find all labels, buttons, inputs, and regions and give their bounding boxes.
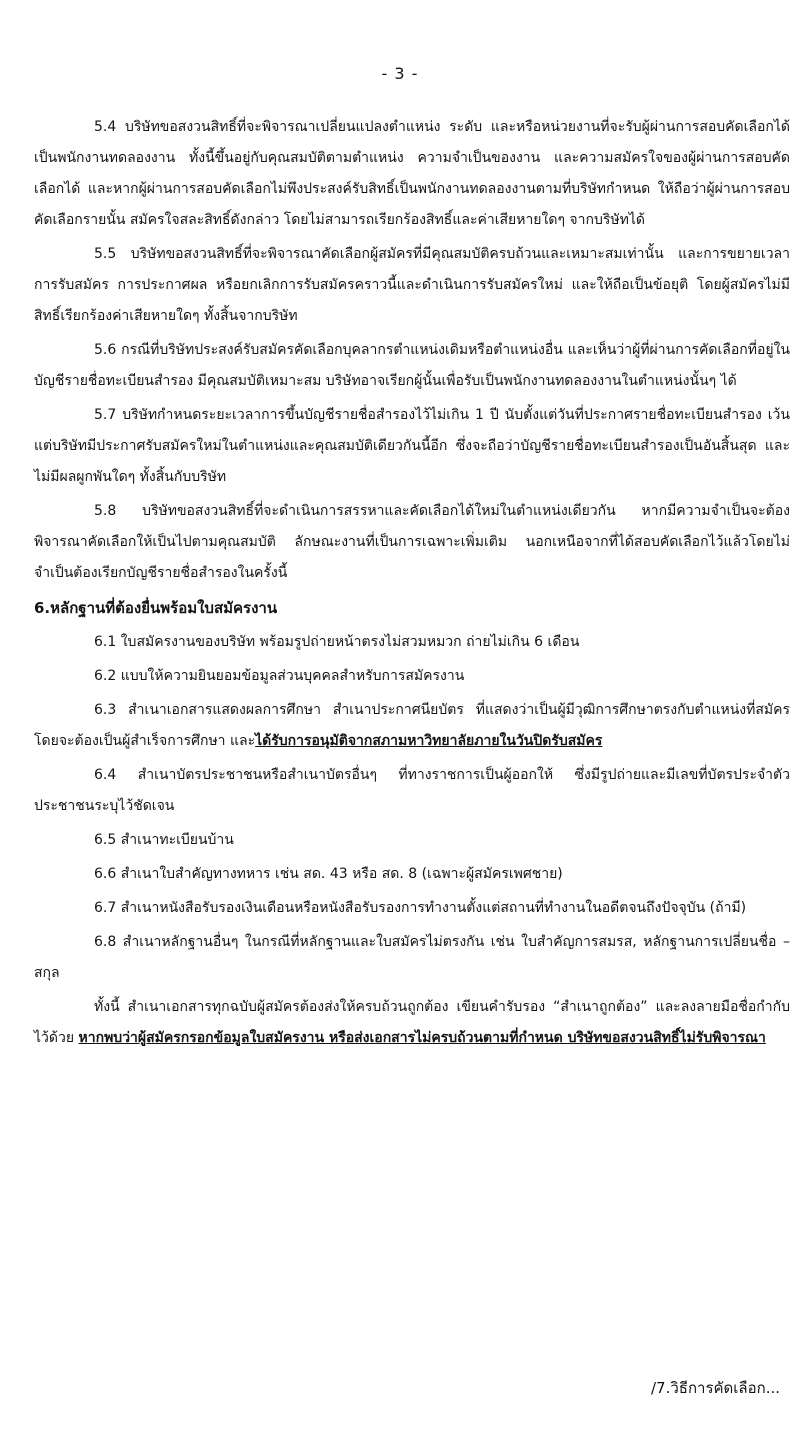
clause-6-7: 6.7 สำเนาหนังสือรับรองเงินเดือนหรือหนังสือรับรองการทำงานตั้งแต่สถานที่ทำงานในอดีตจนถึงปัจจุบัน (ถ้ามี) xyxy=(94,900,747,916)
clause-6-1: 6.1 ใบสมัครงานของบริษัท พร้อมรูปถ่ายหน้าตรงไม่สวมหมวก ถ่ายไม่เกิน 6 เดือน xyxy=(94,634,580,650)
clause-5-7: 5.7 บริษัทกำหนดระยะเวลาการขึ้นบัญชีรายชื่อสำรองไว้ไม่เกิน 1 ปี นับตั้งแต่วันที่ประกาศรายชื่อทะเบียนสำรอง เว้นแต่บริษัทมีประกาศรับสมัครใหม่ในตำแหน่งและคุณสมบัติเดียวกันนี้อีก ซึ่งจะถือว่าบัญชีรายชื่อทะเบียนสำรองเป็นอันสิ้นสุด และไม่มีผลผูกพันใดๆ ทั้งสิ้นกับบริษัท xyxy=(34,407,790,485)
clause-6-5: 6.5 สำเนาทะเบียนบ้าน xyxy=(94,832,234,848)
clause-6-2: 6.2 แบบให้ความยินยอมข้อมูลส่วนบุคคลสำหรับการสมัครงาน xyxy=(94,668,465,684)
clause-6-3 xyxy=(34,695,790,757)
note-emphasis: หากพบว่าผู้สมัครกรอกข้อมูลใบสมัครงาน หรือส่งเอกสารไม่ครบถ้วนตามที่กำหนด บริษัทขอสงวนสิทธิ์ไม่รับพิจารณา xyxy=(78,1030,766,1046)
document-body xyxy=(34,112,790,1057)
clause-5-6: 5.6 กรณีที่บริษัทประสงค์รับสมัครคัดเลือกบุคลากรตำแหน่งเดิมหรือตำแหน่งอื่น และเห็นว่าผู้ที่ผ่านการคัดเลือกที่อยู่ในบัญชีรายชื่อทะเบียนสำรอง มีคุณสมบัติเหมาะสม บริษัทอาจเรียกผู้นั้นเพื่อรับเป็นพนักงานทดลองงานในตำแหน่งนั้นๆ ได้ xyxy=(34,342,790,389)
clause-5-5: 5.5 บริษัทขอสงวนสิทธิ์ที่จะพิจารณาคัดเลือกผู้สมัครที่มีคุณสมบัติครบถ้วนและเหมาะสมเท่านั้น และการขยายเวลาการรับสมัคร การประกาศผล หรือยกเลิกการรับสมัครคราวนี้และดำเนินการรับสมัครใหม่ และให้ถือเป็นข้อยุติ โดยผู้สมัครไม่มีสิทธิ์เรียกร้องค่าเสียหายใดๆ ทั้งสิ้นจากบริษัท xyxy=(34,246,790,324)
clause-6-8: 6.8 สำเนาหลักฐานอื่นๆ ในกรณีที่หลักฐานและใบสมัครไม่ตรงกัน เช่น ใบสำคัญการสมรส, หลักฐานการเปลี่ยนชื่อ – สกุล xyxy=(34,934,790,981)
section-6-heading: 6.หลักฐานที่ต้องยื่นพร้อมใบสมัครงาน xyxy=(34,599,278,617)
next-page-reference: /7.วิธีการคัดเลือก... xyxy=(651,1379,780,1397)
note-text: ทั้งนี้ สำเนาเอกสารทุกฉบับผู้สมัครต้องส่งให้ครบถ้วนถูกต้อง เขียนคำรับรอง “สำเนาถูกต้อง” และลงลายมือชื่อกำกับไว้ด้วย xyxy=(34,999,790,1046)
clause-5-4: 5.4 บริษัทขอสงวนสิทธิ์ที่จะพิจารณาเปลี่ยนแปลงตำแหน่ง ระดับ และหรือหน่วยงานที่จะรับผู้ผ่านการสอบคัดเลือกได้เป็นพนักงานทดลองงาน ทั้งนี้ขึ้นอยู่กับคุณสมบัติตามตำแหน่ง ความจำเป็นของงาน และความสมัครใจของผู้ผ่านการสอบคัดเลือกได้ และหากผู้ผ่านการสอบคัดเลือกไม่พึงประสงค์รับสิทธิ์เป็นพนักงานทดลองงานตามที่บริษัทกำหนด ให้ถือว่าผู้ผ่านการสอบคัดเลือกรายนั้น สมัครใจสละสิทธิ์ดังกล่าว โดยไม่สามารถเรียกร้องสิทธิ์และค่าเสียหายใดๆ จากบริษัทได้ xyxy=(34,119,790,228)
page-number: - 3 - xyxy=(381,64,419,83)
clause-6-4: 6.4 สำเนาบัตรประชาชนหรือสำเนาบัตรอื่นๆ ที่ทางราชการเป็นผู้ออกให้ ซึ่งมีรูปถ่ายและมีเลขที่บัตรประจำตัวประชาชนระบุไว้ชัดเจน xyxy=(34,767,790,814)
clause-5-8: 5.8 บริษัทขอสงวนสิทธิ์ที่จะดำเนินการสรรหาและคัดเลือกได้ใหม่ในตำแหน่งเดียวกัน หากมีความจำเป็นจะต้องพิจารณาคัดเลือกให้เป็นไปตามคุณสมบัติ ลักษณะงานที่เป็นการเฉพาะเพิ่มเติม นอกเหนือจากที่ได้สอบคัดเลือกไว้แล้วโดยไม่จำเป็นต้องเรียกบัญชีรายชื่อสำรองในครั้งนี้ xyxy=(34,503,790,581)
clause-6-6: 6.6 สำเนาใบสำคัญทางทหาร เช่น สด. 43 หรือ สด. 8 (เฉพาะผู้สมัครเพศชาย) xyxy=(94,866,563,882)
section-6-note xyxy=(34,992,790,1054)
clause-6-3-emphasis: ได้รับการอนุมัติจากสภามหาวิทยาลัยภายในวันปิดรับสมัคร xyxy=(255,733,603,749)
clause-6-3-text: 6.3 สำเนาเอกสารแสดงผลการศึกษา สำเนาประกาศนียบัตร ที่แสดงว่าเป็นผู้มีวุฒิการศึกษาตรงกับตำแหน่งที่สมัคร โดยจะต้องเป็นผู้สำเร็จการศึกษา และ xyxy=(34,702,790,749)
